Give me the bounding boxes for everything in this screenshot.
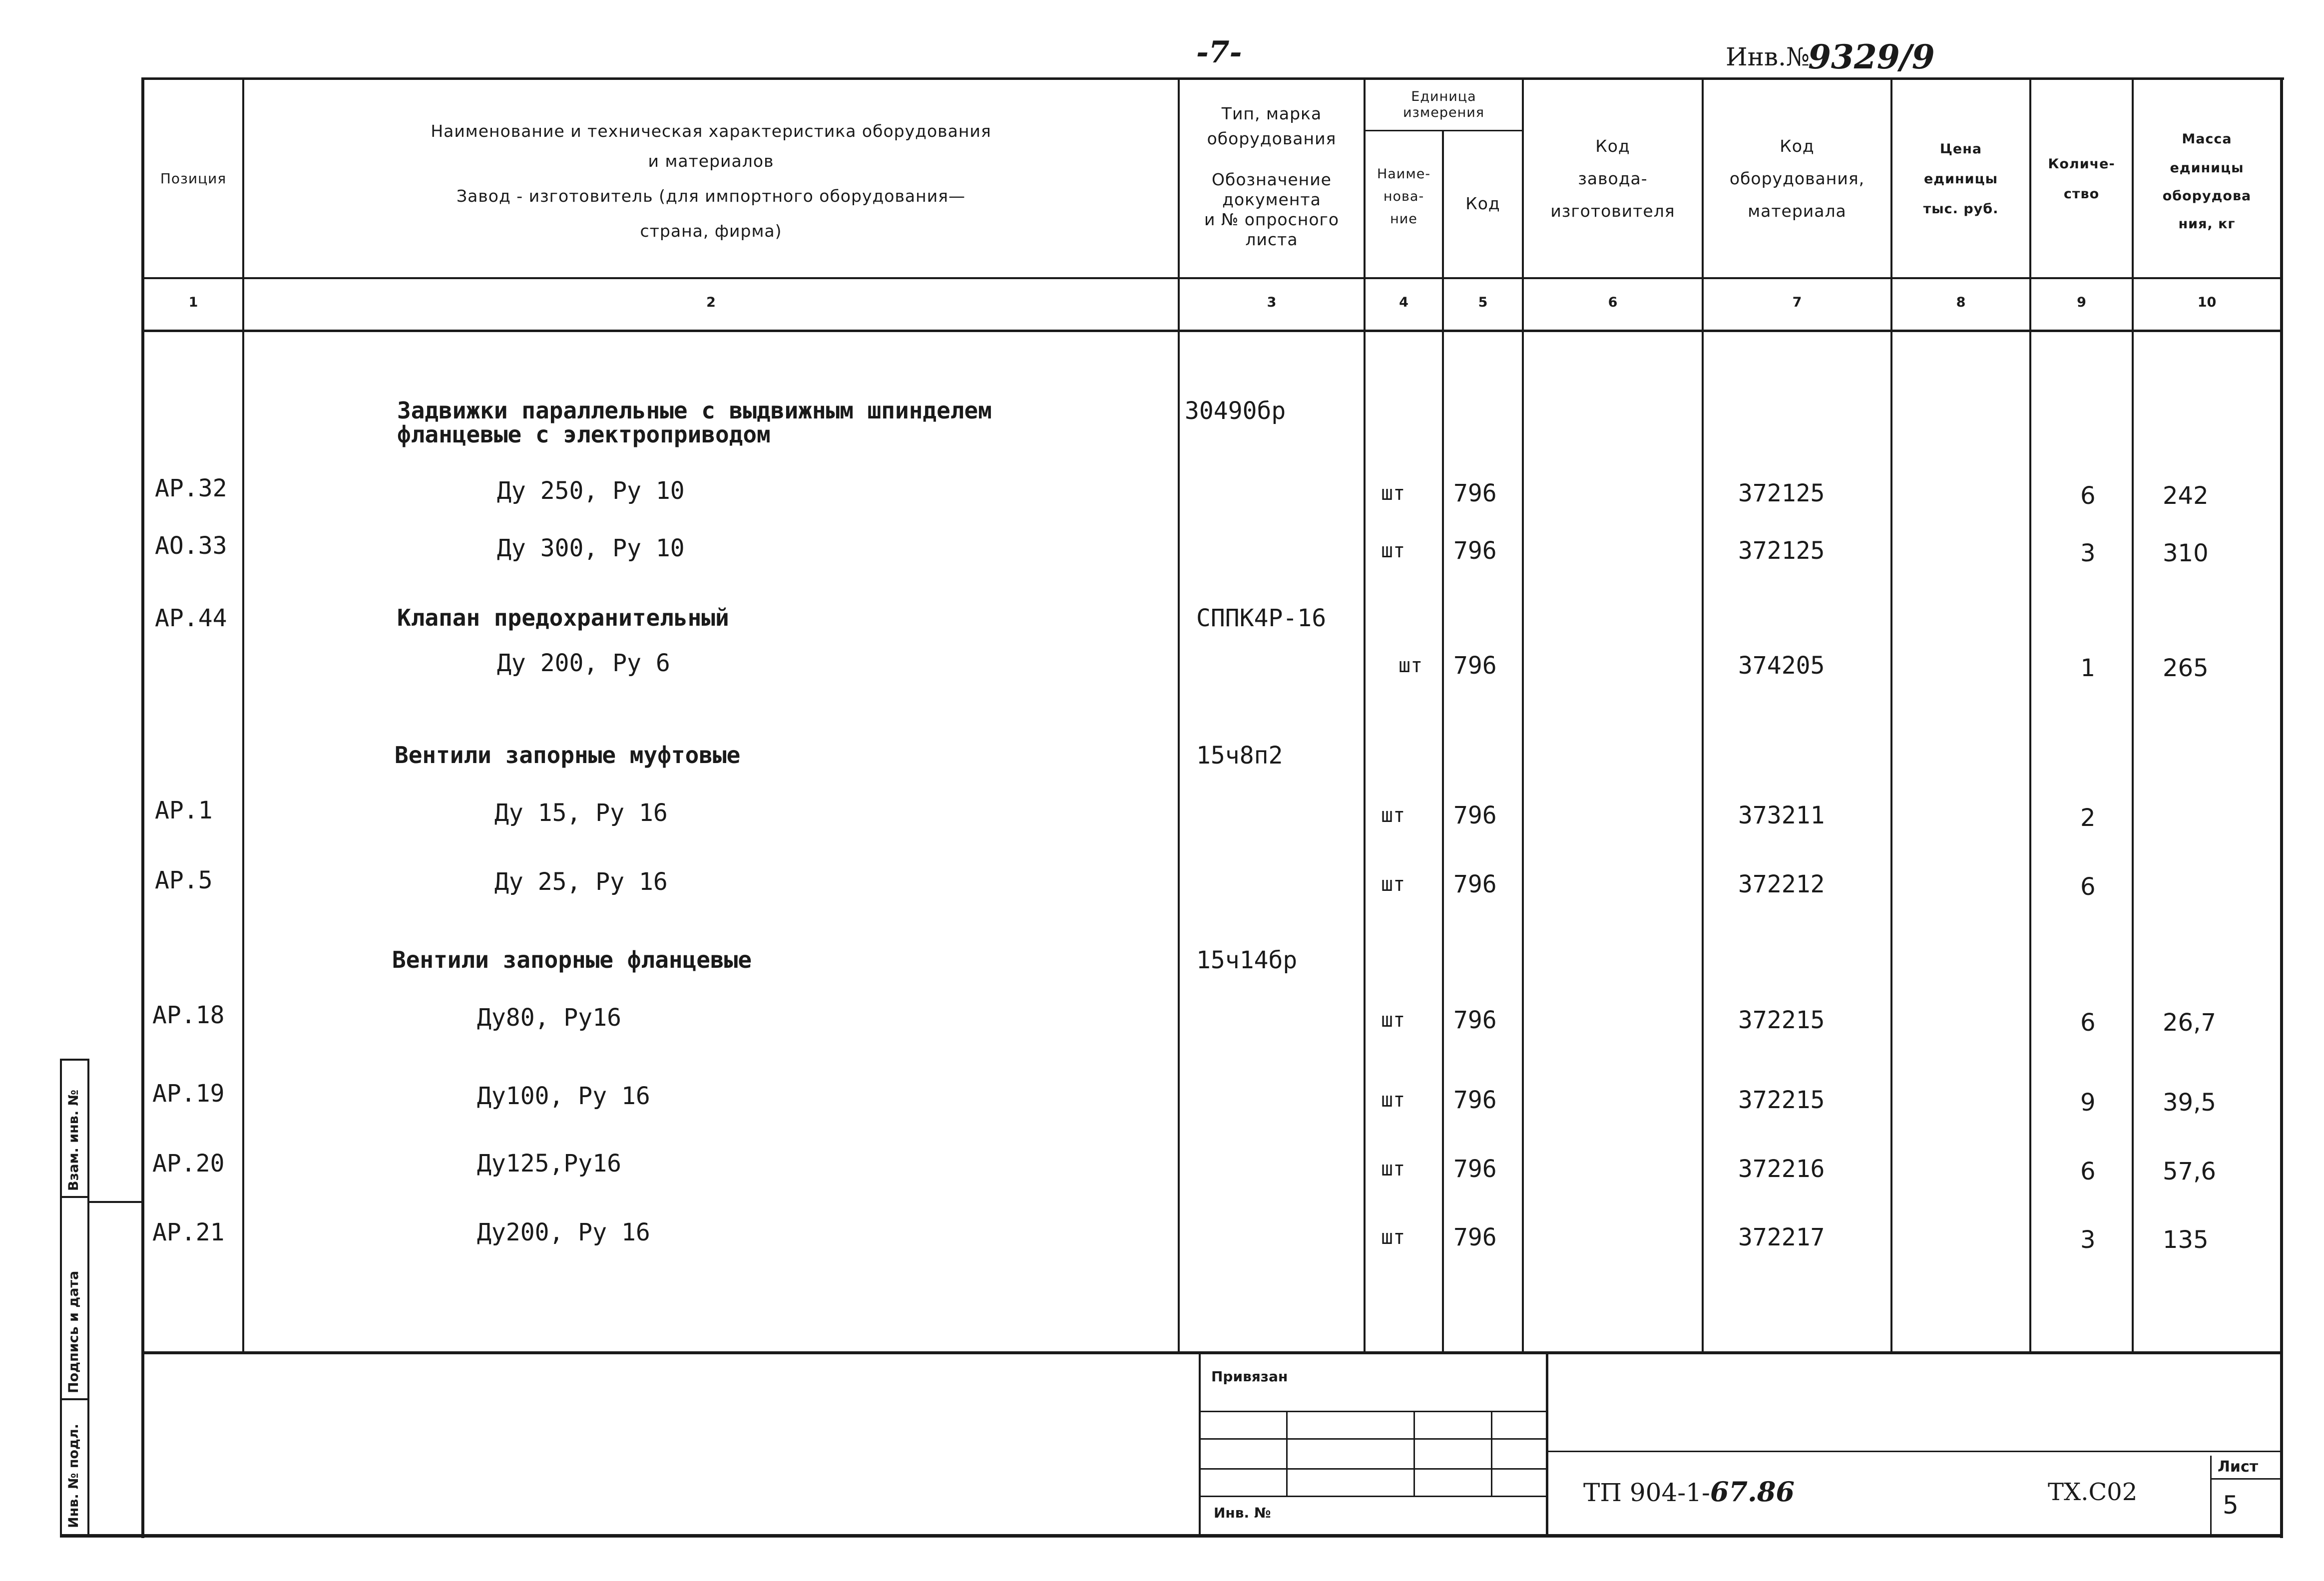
side-label: Взам. инв. № xyxy=(66,1089,81,1191)
sheet-label: Лист xyxy=(2218,1458,2259,1476)
inv-no-label: Инв. № xyxy=(1214,1505,1271,1521)
document-code: ТХ.С02 xyxy=(2048,1478,2138,1506)
inventory-number: 9329/9 xyxy=(1808,37,1935,76)
document-prefix: ТП 904-1- xyxy=(1583,1478,1710,1507)
document-designation xyxy=(1583,1476,1795,1508)
side-label: Инв. № подл. xyxy=(66,1424,81,1528)
header-position: Позиция xyxy=(160,170,227,187)
page-number: -7- xyxy=(1196,35,1242,70)
privyazan-label: Привязан xyxy=(1211,1368,1288,1385)
side-label: Подпись и дата xyxy=(66,1270,81,1393)
header-unit-code: Код xyxy=(1465,194,1500,213)
type-mark: 30490бр xyxy=(1185,397,1286,425)
group-title-line: Задвижки параллельные с выдвижным шпинделем xyxy=(397,397,992,424)
inventory-label: Инв.№ xyxy=(1726,42,1810,71)
sheet-number: 5 xyxy=(2223,1491,2239,1520)
document-suffix: 67.86 xyxy=(1710,1476,1795,1508)
group-title-line: фланцевые с электроприводом xyxy=(397,421,771,448)
